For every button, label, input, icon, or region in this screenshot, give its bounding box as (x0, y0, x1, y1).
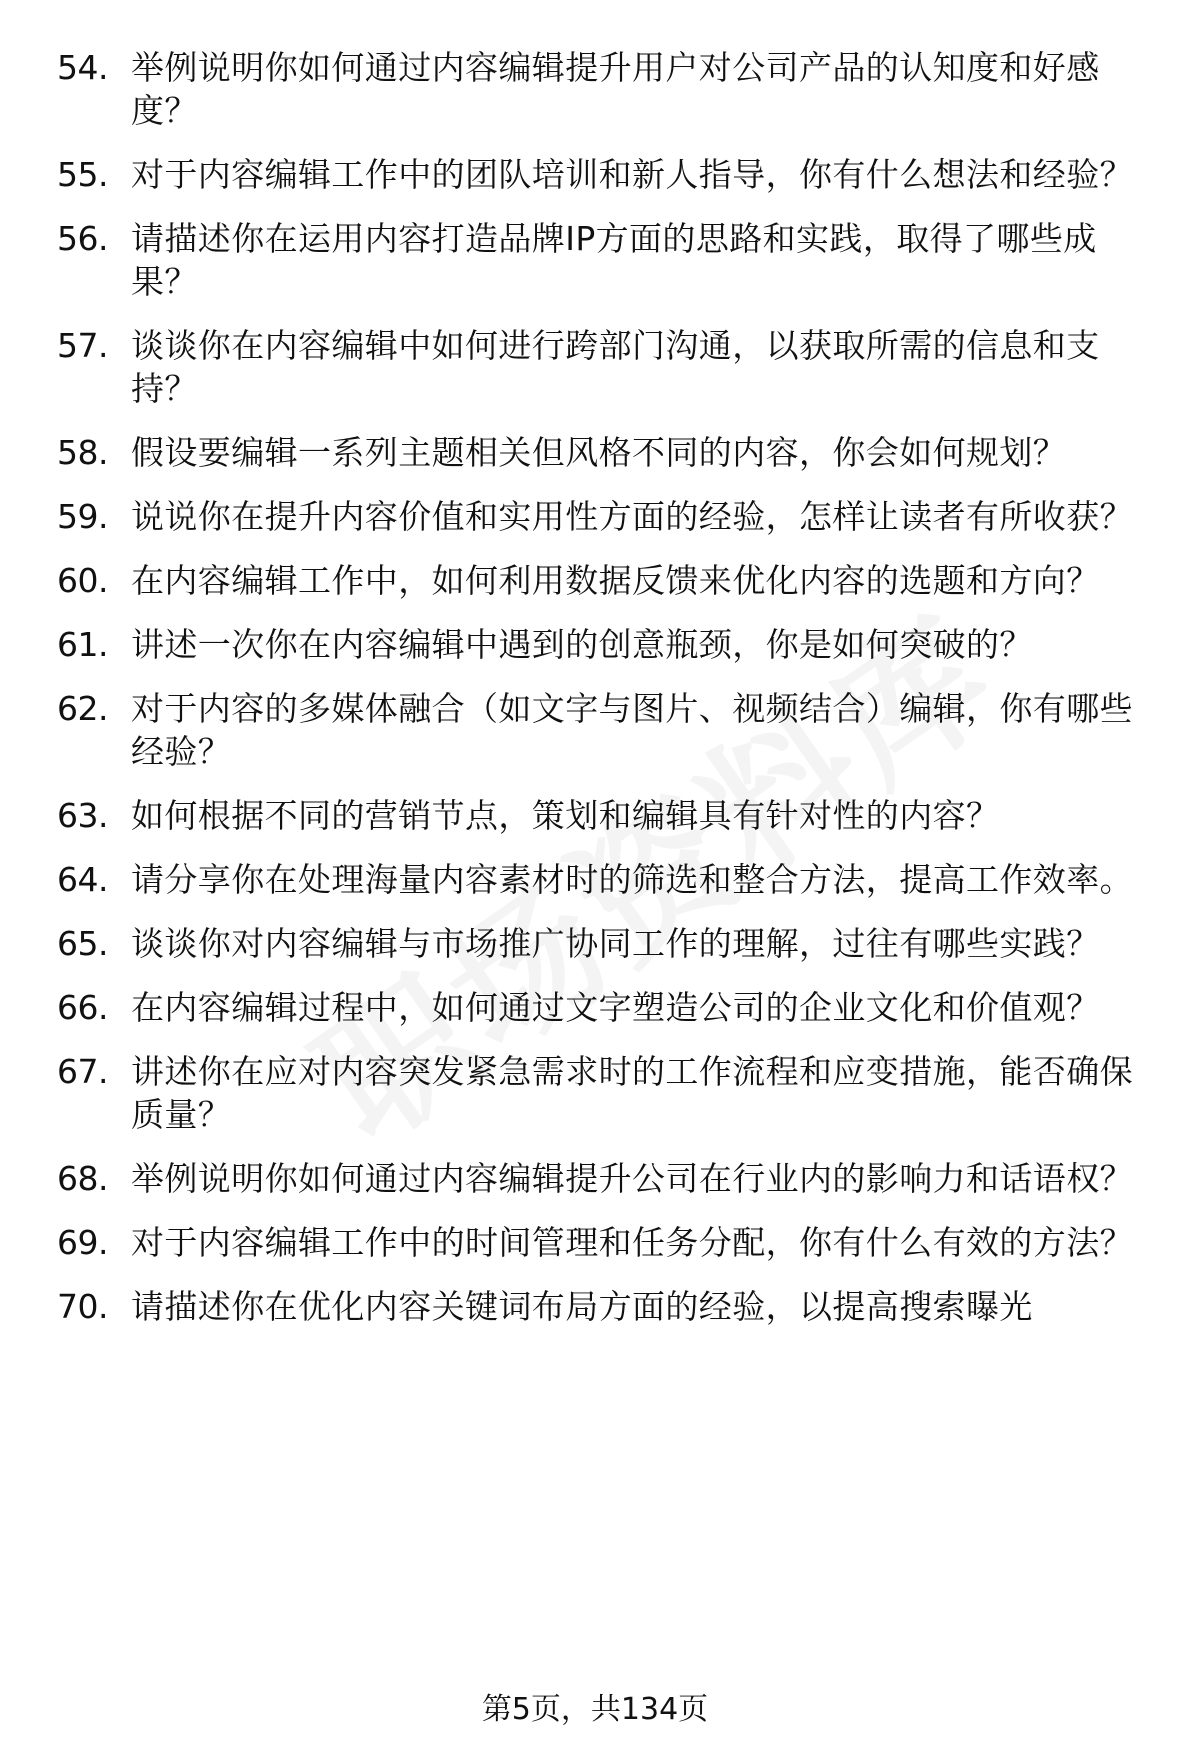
question-number: 66. (57, 988, 108, 1027)
question-number: 61. (57, 625, 108, 664)
page-number-footer: 第5页，共134页 (481, 1692, 709, 1727)
question-text: 讲述你在应对内容突发紧急需求时的工作流程和应变措施，能否确保质量？ (131, 1052, 1133, 1134)
question-text: 在内容编辑工作中，如何利用数据反馈来优化内容的选题和方向？ (131, 561, 1100, 600)
question-number: 54. (57, 48, 108, 87)
question-item (57, 153, 1147, 196)
question-number: 68. (57, 1159, 108, 1198)
question-text: 对于内容的多媒体融合（如文字与图片、视频结合）编辑，你有哪些经验？ (131, 689, 1133, 771)
question-item (57, 687, 1147, 773)
question-number: 58. (57, 433, 108, 472)
question-text: 如何根据不同的营销节点，策划和编辑具有针对性的内容？ (131, 796, 1000, 835)
question-text: 举例说明你如何通过内容编辑提升用户对公司产品的认知度和好感度？ (131, 48, 1100, 130)
question-number: 57. (57, 326, 108, 365)
question-item (57, 922, 1147, 965)
question-item (57, 1157, 1147, 1200)
question-text: 对于内容编辑工作中的时间管理和任务分配，你有什么有效的方法？ (131, 1223, 1133, 1262)
question-text: 假设要编辑一系列主题相关但风格不同的内容，你会如何规划？ (131, 433, 1067, 472)
question-item (57, 431, 1147, 474)
question-item (57, 986, 1147, 1029)
question-item (57, 559, 1147, 602)
question-number: 67. (57, 1052, 108, 1091)
question-text: 说说你在提升内容价值和实用性方面的经验，怎样让读者有所收获？ (131, 497, 1133, 536)
question-item (57, 495, 1147, 538)
question-text: 讲述一次你在内容编辑中遇到的创意瓶颈，你是如何突破的？ (131, 625, 1033, 664)
question-text: 请描述你在运用内容打造品牌IP方面的思路和实践，取得了哪些成果？ (131, 219, 1097, 301)
question-number: 69. (57, 1223, 108, 1262)
question-text: 请描述你在优化内容关键词布局方面的经验，以提高搜索曝光 (131, 1287, 1033, 1326)
question-text: 谈谈你对内容编辑与市场推广协同工作的理解，过往有哪些实践？ (131, 924, 1100, 963)
question-number: 59. (57, 497, 108, 536)
question-number: 56. (57, 219, 108, 258)
question-item (57, 46, 1147, 132)
question-item (57, 1285, 1147, 1328)
question-item (57, 1050, 1147, 1136)
question-list (57, 46, 1147, 1349)
question-item (57, 217, 1147, 303)
question-item (57, 324, 1147, 410)
question-item (57, 794, 1147, 837)
question-number: 62. (57, 689, 108, 728)
question-number: 63. (57, 796, 108, 835)
question-text: 谈谈你在内容编辑中如何进行跨部门沟通，以获取所需的信息和支持？ (131, 326, 1100, 408)
question-item (57, 1221, 1147, 1264)
question-item (57, 858, 1147, 901)
question-number: 64. (57, 860, 108, 899)
question-text: 在内容编辑过程中，如何通过文字塑造公司的企业文化和价值观？ (131, 988, 1100, 1027)
question-text: 对于内容编辑工作中的团队培训和新人指导，你有什么想法和经验？ (131, 155, 1133, 194)
question-number: 55. (57, 155, 108, 194)
question-text: 请分享你在处理海量内容素材时的筛选和整合方法，提高工作效率。 (131, 860, 1133, 899)
question-text: 举例说明你如何通过内容编辑提升公司在行业内的影响力和话语权？ (131, 1159, 1133, 1198)
question-number: 60. (57, 561, 108, 600)
question-number: 65. (57, 924, 108, 963)
question-number: 70. (57, 1287, 108, 1326)
question-item (57, 623, 1147, 666)
